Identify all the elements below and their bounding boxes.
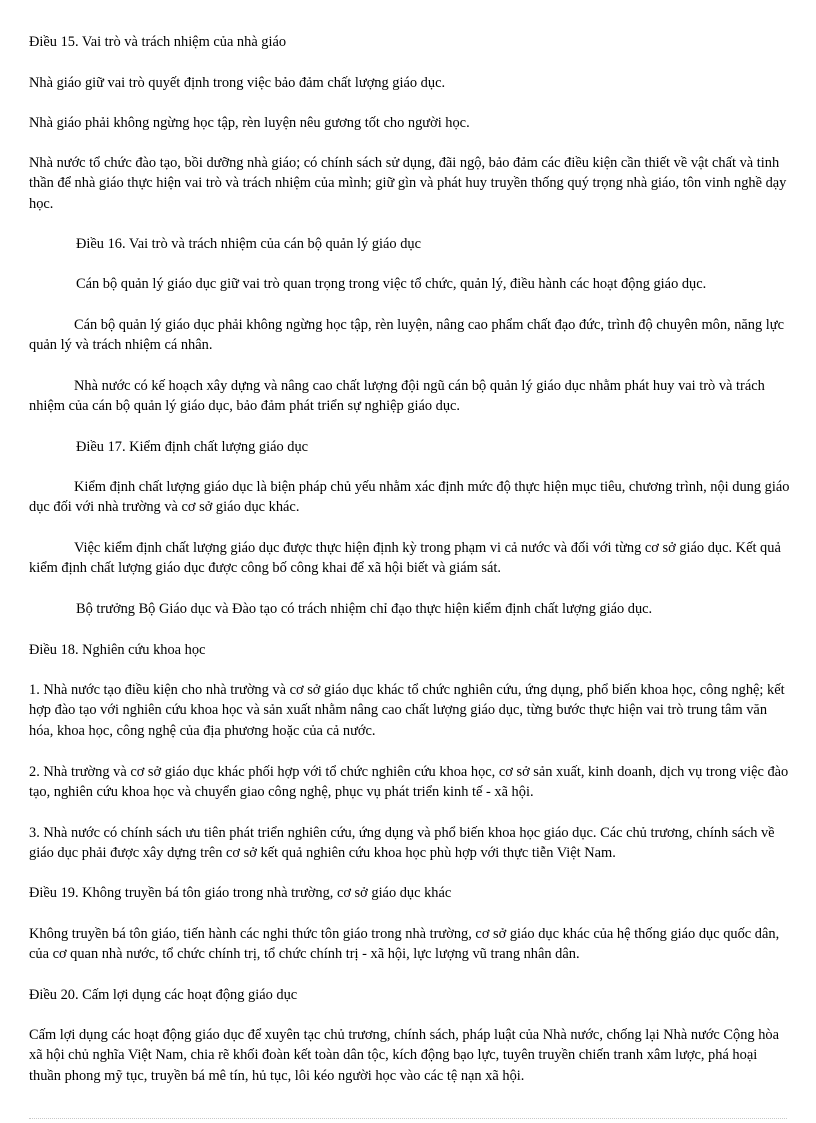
article-20-heading: Điều 20. Cấm lợi dụng các hoạt động giáo dục [29,987,298,1003]
paragraph: Kiểm định chất lượng giáo dục là biện pháp chủ yếu nhằm xác định mức độ thực hiện mục tiêu, chương trình, nội dung giáo dục đối với nhà trường và cơ sở giáo dục khác. [29,479,790,516]
paragraph: Nhà nước tổ chức đào tạo, bồi dưỡng nhà giáo; có chính sách sử dụng, đãi ngộ, bảo đảm các điều kiện cần thiết về vật chất và tinh thần để nhà giáo thực hiện vai trò và trách nhiệm của mình; giữ gìn và phát huy truyền thống quý trọng nhà giáo, tôn vinh nghề dạy học. [29,155,787,212]
paragraph: 2. Nhà trường và cơ sở giáo dục khác phối hợp với tổ chức nghiên cứu khoa học, cơ sở sản xuất, kinh doanh, dịch vụ trong việc đào tạo, nghiên cứu khoa học và chuyển giao công nghệ, phục vụ phát triển kinh tế - xã hội. [29,764,789,801]
paragraph: Cấm lợi dụng các hoạt động giáo dục để xuyên tạc chủ trương, chính sách, pháp luật của Nhà nước, chống lại Nhà nước Cộng hòa xã hội chủ nghĩa Việt Nam, chia rẽ khối đoàn kết toàn dân tộc, kích động bạo lực, tuyên truyền chiến tranh xâm lược, phá hoại thuần phong mỹ tục, truyền bá mê tín, hủ tục, lôi kéo người học vào các tệ nạn xã hội. [29,1027,779,1084]
paragraph: Việc kiểm định chất lượng giáo dục được thực hiện định kỳ trong phạm vi cả nước và đối với từng cơ sở giáo dục. Kết quả kiểm định chất lượng giáo dục được công bố công khai để xã hội biết và giám sát. [29,540,781,577]
paragraph: Nhà giáo phải không ngừng học tập, rèn luyện nêu gương tốt cho người học. [29,115,470,131]
paragraph: Nhà giáo giữ vai trò quyết định trong việc bảo đảm chất lượng giáo dục. [29,75,446,91]
paragraph: Bộ trưởng Bộ Giáo dục và Đào tạo có trách nhiệm chỉ đạo thực hiện kiểm định chất lượng giáo dục. [76,601,653,617]
article-19-heading: Điều 19. Không truyền bá tôn giáo trong nhà trường, cơ sở giáo dục khác [29,885,452,901]
paragraph: Nhà nước có kế hoạch xây dựng và nâng cao chất lượng đội ngũ cán bộ quản lý giáo dục nhằm phát huy vai trò và trách nhiệm của cán bộ quản lý giáo dục, bảo đảm phát triển sự nghiệp giáo dục. [29,378,765,415]
paragraph: 1. Nhà nước tạo điều kiện cho nhà trường và cơ sở giáo dục khác tổ chức nghiên cứu, ứng dụng, phổ biến khoa học, công nghệ; kết hợp đào tạo với nghiên cứu khoa học và sản xuất nhằm nâng cao chất lượng giáo dục, từng bước thực hiện vai trò trung tâm văn hóa, khoa học, công nghệ của địa phương hoặc của cả nước. [29,682,785,739]
article-17-heading: Điều 17. Kiểm định chất lượng giáo dục [76,439,309,455]
paragraph: Không truyền bá tôn giáo, tiến hành các nghi thức tôn giáo trong nhà trường, cơ sở giáo dục khác của hệ thống giáo dục quốc dân, của cơ quan nhà nước, tổ chức chính trị, tổ chức chính trị - xã hội, lực lượng vũ trang nhân dân. [29,926,780,963]
paragraph: Cán bộ quản lý giáo dục phải không ngừng học tập, rèn luyện, nâng cao phẩm chất đạo đức, trình độ chuyên môn, năng lực quản lý và trách nhiệm cá nhân. [29,317,784,354]
article-16-heading: Điều 16. Vai trò và trách nhiệm của cán bộ quản lý giáo dục [76,236,422,252]
page-footer-divider [29,1118,787,1119]
article-18-heading: Điều 18. Nghiên cứu khoa học [29,642,206,658]
paragraph: 3. Nhà nước có chính sách ưu tiên phát triển nghiên cứu, ứng dụng và phổ biến khoa học giáo dục. Các chủ trương, chính sách về giáo dục phải được xây dựng trên cơ sở kết quả nghiên cứu khoa học phù hợp với thực tiễn Việt Nam. [29,825,775,862]
paragraph: Cán bộ quản lý giáo dục giữ vai trò quan trọng trong việc tổ chức, quản lý, điều hành các hoạt động giáo dục. [76,276,707,292]
article-15-heading: Điều 15. Vai trò và trách nhiệm của nhà giáo [29,34,287,50]
